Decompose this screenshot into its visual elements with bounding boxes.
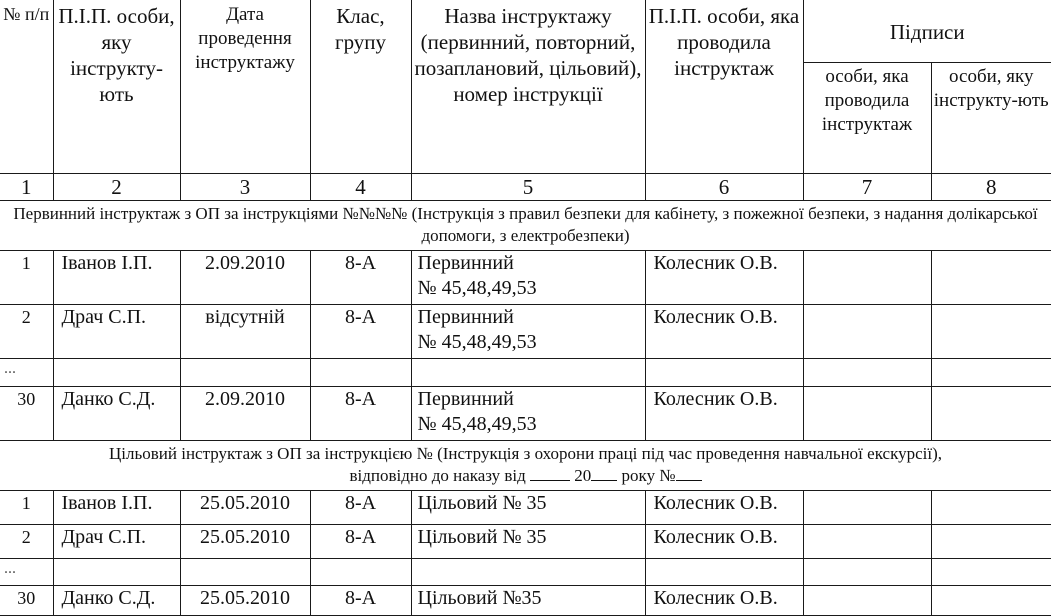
row-instruction-number: № 45,48,49,53 [417,330,537,353]
row-num: 30 [0,585,53,615]
row-num: 2 [0,524,53,558]
row-instruction-number: № 45,48,49,53 [417,276,537,299]
row-instructor: Колесник О.В. [645,585,803,615]
row-name: Данко С.Д. [53,386,180,440]
column-number: 3 [180,173,310,200]
column-number: 5 [411,173,645,200]
row-date: 2.09.2010 [180,386,310,440]
row-date: 2.09.2010 [180,250,310,304]
row-num: 1 [0,250,53,304]
row-num: 2 [0,304,53,358]
column-number: 7 [803,173,931,200]
header-instruction-title: Назва інструктажу (первинний, повторний, позаплановий, цільовий), номер інструкції [411,0,645,173]
order-date-blank [530,480,570,481]
row-name: Іванов І.П. [53,490,180,524]
ellipsis-row: ... [0,558,53,585]
caption-order-label: відповідно до наказу від [349,466,526,485]
row-name: Драч С.П. [53,524,180,558]
row-name: Данко С.Д. [53,585,180,615]
caption-year-prefix: 20 [574,466,592,485]
row-instructor: Колесник О.В. [645,250,803,304]
header-num: № п/п [0,0,53,173]
row-class: 8-А [310,304,411,358]
order-number-blank [676,480,702,481]
column-number: 2 [53,173,180,200]
caption-line-1: Цільовий інструктаж з ОП за інструкцією № (Інструкція з охорони праці під час проведення навчальної екскурсії), [109,444,942,463]
row-signature-instructor[interactable] [803,386,931,440]
row-instruction-type: Первинний [417,387,514,410]
row-signature-instructor[interactable] [803,304,931,358]
column-number: 8 [931,173,1051,200]
row-class: 8-А [310,386,411,440]
row-signature-instructor[interactable] [803,490,931,524]
row-instruction [411,304,645,358]
row-signature-instructed[interactable] [931,490,1051,524]
row-instructor: Колесник О.В. [645,304,803,358]
order-year-blank [591,480,617,481]
column-number: 6 [645,173,803,200]
row-name: Іванов І.П. [53,250,180,304]
row-signature-instructed[interactable] [931,250,1051,304]
row-instruction-type: Первинний [417,251,514,274]
row-name: Драч С.П. [53,304,180,358]
row-instruction [411,386,645,440]
row-signature-instructor[interactable] [803,524,931,558]
row-date: відсутній [180,304,310,358]
caption-order-number-label: року № [621,466,676,485]
section-caption-targeted [0,440,1051,490]
row-signature-instructed[interactable] [931,386,1051,440]
header-instructor: П.І.П. особи, яка проводила інструктаж [645,0,803,173]
row-date: 25.05.2010 [180,585,310,615]
header-sig-instructor: особи, яка проводила інструктаж [803,62,931,173]
section-caption-primary: Первинний інструктаж з ОП за інструкціями №№№№ (Інструкція з правил безпеки для кабінету, з пожежної безпеки, з надання долікарської допомоги, з електробезпеки) [0,200,1051,250]
row-signature-instructed[interactable] [931,524,1051,558]
row-date: 25.05.2010 [180,524,310,558]
header-instructed-person: П.І.П. особи, яку інструкту-ють [53,0,180,173]
header-date: Дата проведення інструктажу [180,0,310,173]
column-number: 1 [0,173,53,200]
row-num: 30 [0,386,53,440]
row-instructor: Колесник О.В. [645,524,803,558]
row-instruction-type: Цільовий №35 [411,585,645,615]
column-number: 4 [310,173,411,200]
row-class: 8-А [310,250,411,304]
row-instruction-number: № 45,48,49,53 [417,412,537,435]
header-class: Клас, групу [310,0,411,173]
row-class: 8-А [310,585,411,615]
row-class: 8-А [310,490,411,524]
row-instructor: Колесник О.В. [645,490,803,524]
row-instruction-type: Цільовий № 35 [411,490,645,524]
row-signature-instructed[interactable] [931,304,1051,358]
row-instructor: Колесник О.В. [645,386,803,440]
header-signatures: Підписи [803,0,1051,62]
row-instruction-type: Цільовий № 35 [411,524,645,558]
row-num: 1 [0,490,53,524]
row-date: 25.05.2010 [180,490,310,524]
row-signature-instructed[interactable] [931,585,1051,615]
header-sig-instructed: особи, яку інструкту-ють [931,62,1051,173]
row-signature-instructor[interactable] [803,585,931,615]
row-signature-instructor[interactable] [803,250,931,304]
row-instruction-type: Первинний [417,305,514,328]
row-instruction [411,250,645,304]
row-class: 8-А [310,524,411,558]
ellipsis-row: ... [0,358,53,386]
caption-line-2 [0,465,1051,487]
